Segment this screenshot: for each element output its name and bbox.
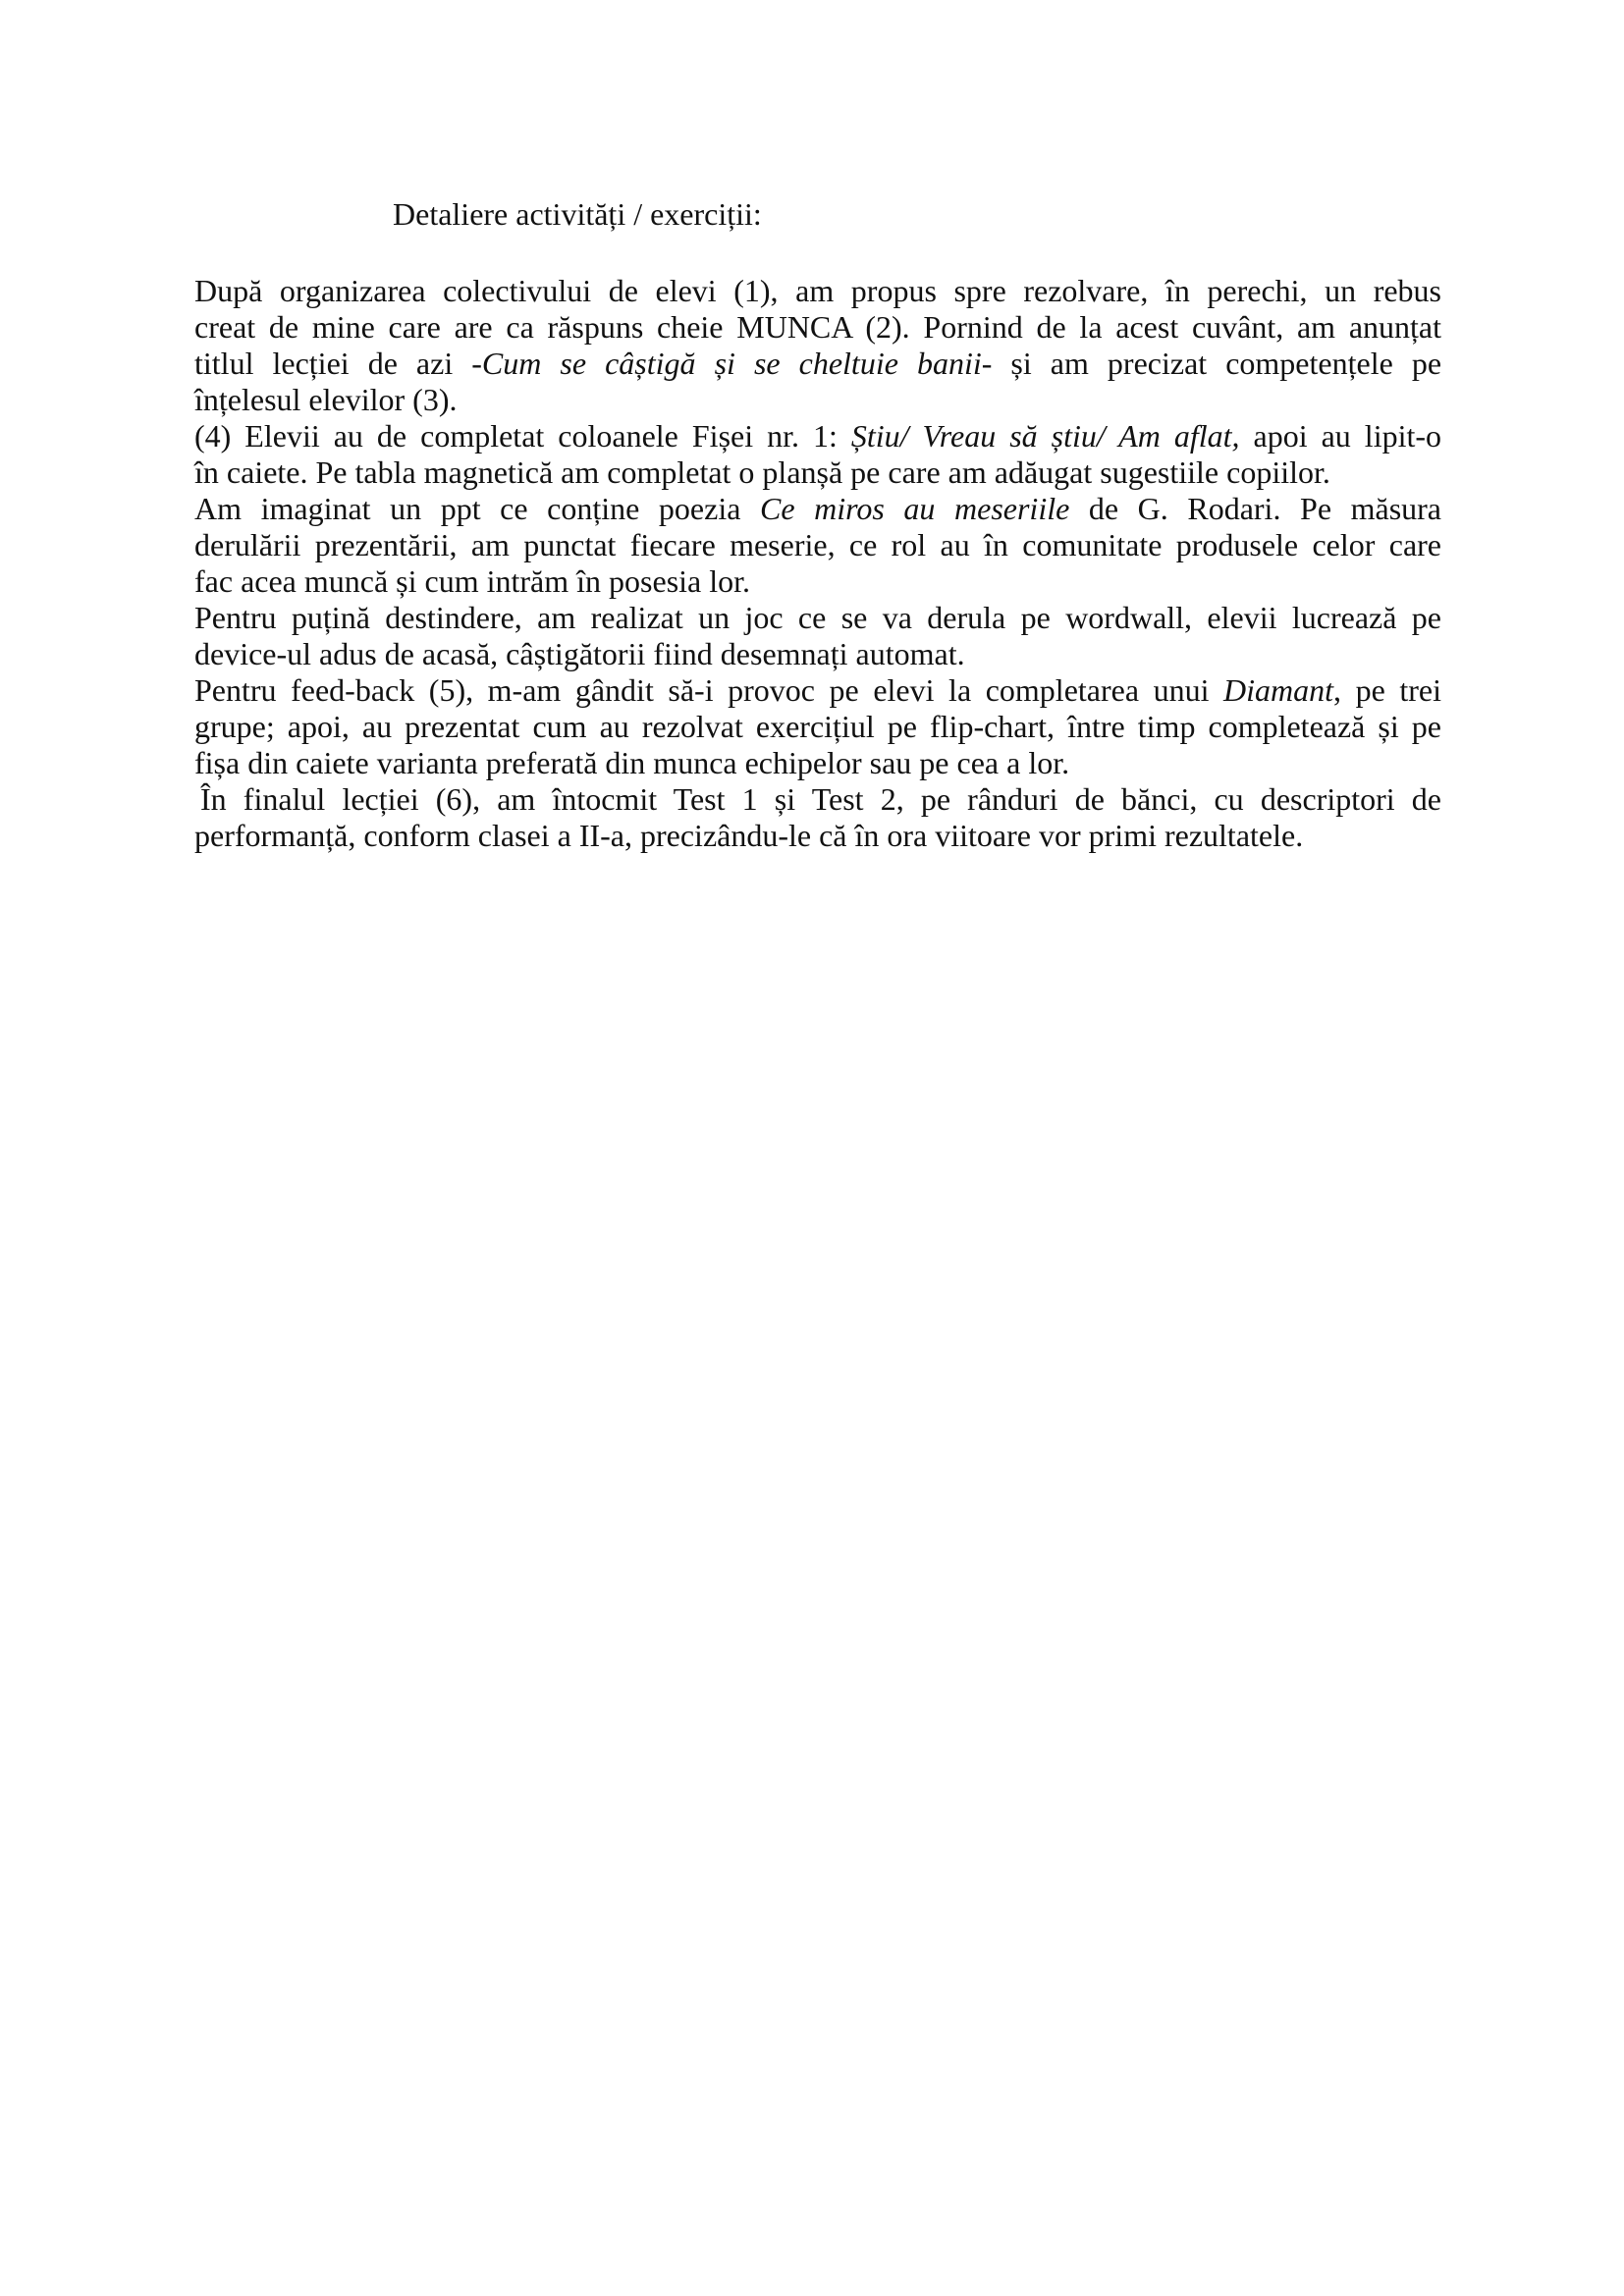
- text-run: , pe trei: [1333, 672, 1441, 708]
- text-line-10: [194, 600, 1441, 636]
- text-run: Pentru feed-back (5), m-am gândit să-i provoc pe elevi la completarea unui: [194, 672, 1224, 708]
- text-run: Pentru puțină destindere, am realizat un joc ce se va derula pe wordwall, elevii lucrează pe: [194, 600, 1441, 635]
- text-line-3: [194, 346, 1441, 382]
- text-run: de G. Rodari. Pe măsura: [1069, 491, 1441, 526]
- text-run: apoi au lipit-o: [1239, 418, 1441, 454]
- text-run: derulării prezentării, am punctat fiecare meserie, ce rol au în comunitate produsele celor care: [194, 527, 1441, 562]
- text-line-12: [194, 672, 1441, 709]
- text-run: În finalul lecției (6), am întocmit Test 1 și Test 2, pe rânduri de bănci, cu descriptori de: [200, 781, 1441, 817]
- text-run: Am imaginat un ppt ce conține poezia: [194, 491, 760, 526]
- text-line-5: [194, 418, 1441, 454]
- text-run: titlul lecției de azi -: [194, 346, 482, 381]
- text-line-6: [194, 454, 1441, 491]
- text-line-15: [194, 781, 1441, 818]
- text-line-7: [194, 491, 1441, 527]
- text-run: fișa din caiete varianta preferată din munca echipelor sau pe cea a lor.: [194, 745, 1070, 780]
- text-line-14: [194, 745, 1441, 781]
- diamant-italic: Diamant: [1223, 672, 1334, 708]
- text-run: înțelesul elevilor (3).: [194, 382, 458, 417]
- text-run: device-ul adus de acasă, câștigătorii fiind desemnați automat.: [194, 636, 965, 671]
- text-line-2: [194, 309, 1441, 346]
- text-run: creat de mine care are ca răspuns cheie MUNCA (2). Pornind de la acest cuvânt, am anunțat: [194, 309, 1441, 345]
- text-run: performanță, conform clasei a II-a, precizându-le că în ora viitoare vor primi rezultatele.: [194, 818, 1304, 853]
- lesson-title-italic: Cum se câștigă și se cheltuie banii: [481, 346, 982, 381]
- text-run: După organizarea colectivului de elevi (1), am propus spre rezolvare, în perechi, un rebus: [194, 273, 1441, 308]
- text-line-4: [194, 382, 1441, 418]
- text-line-1: [194, 273, 1441, 309]
- poem-title-italic: Ce miros au meseriile: [760, 491, 1070, 526]
- text-run: în caiete. Pe tabla magnetică am completat o planșă pe care am adăugat sugestiile copiilor.: [194, 454, 1330, 490]
- section-title: Detaliere activități / exerciții:: [393, 196, 762, 232]
- text-line-8: [194, 527, 1441, 563]
- text-run: fac acea muncă și cum intrăm în posesia lor.: [194, 563, 751, 599]
- text-run: grupe; apoi, au prezentat cum au rezolvat exercițiul pe flip-chart, între timp completează și pe: [194, 709, 1441, 744]
- text-run: (4) Elevii au de completat coloanele Fișei nr. 1:: [194, 418, 851, 454]
- text-line-11: [194, 636, 1441, 672]
- text-line-16: [194, 818, 1441, 854]
- text-line-13: [194, 709, 1441, 745]
- text-run: - și am precizat competențele pe: [981, 346, 1441, 381]
- worksheet-columns-italic: Știu/ Vreau să știu/ Am aflat,: [850, 418, 1240, 454]
- body-text: [194, 273, 1441, 854]
- text-line-9: [194, 563, 1441, 600]
